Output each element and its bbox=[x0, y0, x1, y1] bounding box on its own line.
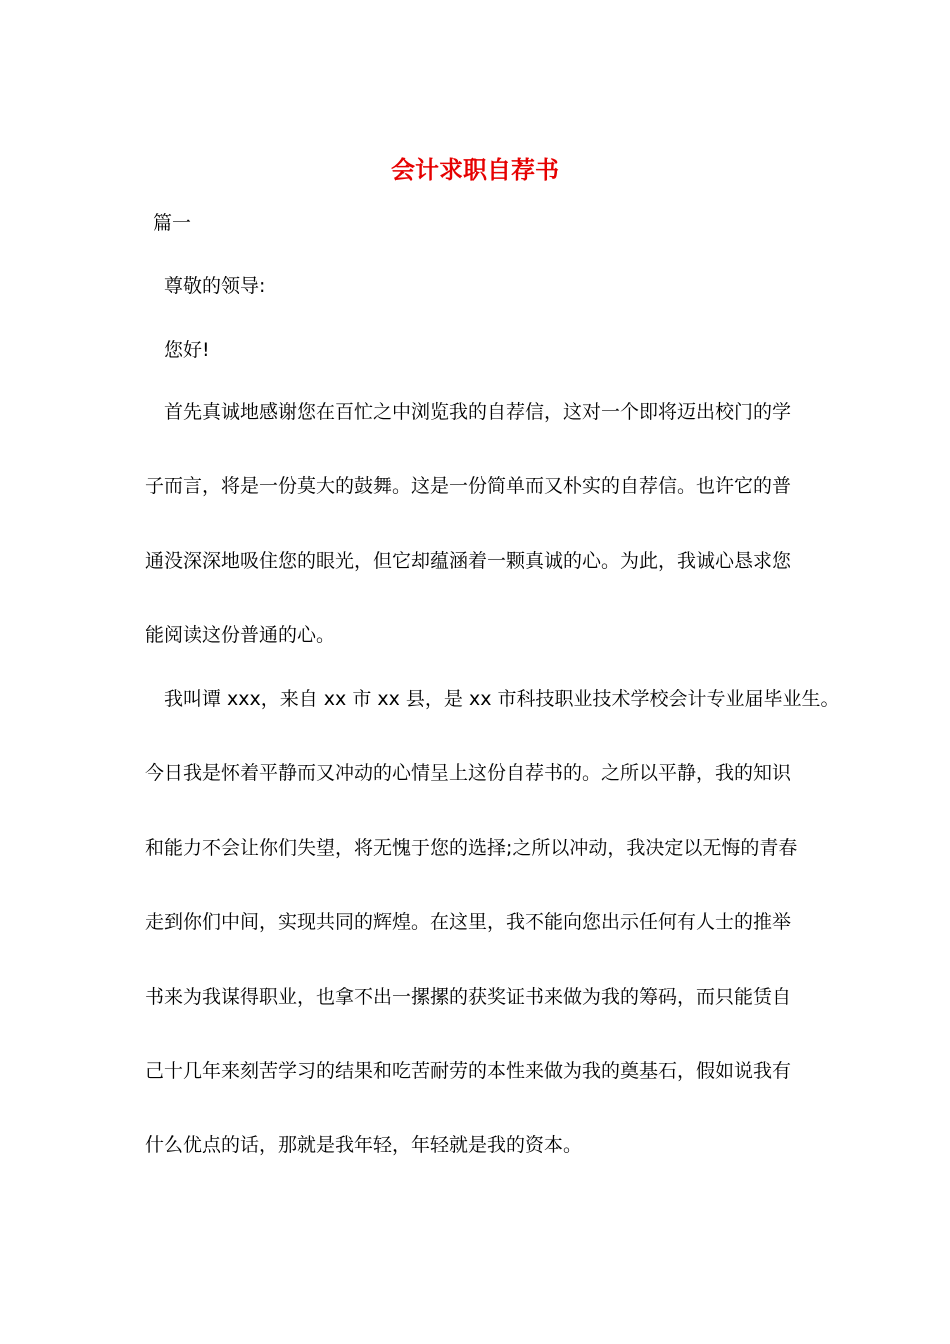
paragraph2-line: 今日我是怀着平静而又冲动的心情呈上这份自荐书的。之所以平静，我的知识 bbox=[145, 762, 792, 784]
paragraph1-line: 子而言，将是一份莫大的鼓舞。这是一份简单而又朴实的自荐信。也许它的普 bbox=[145, 475, 792, 497]
paragraph2-line: 书来为我谋得职业，也拿不出一摞摞的获奖证书来做为我的筹码，而只能赁自 bbox=[145, 986, 792, 1008]
paragraph2-line: 走到你们中间，实现共同的辉煌。在这里，我不能向您出示任何有人士的推举 bbox=[145, 911, 792, 933]
paragraph2-line: 什么优点的话，那就是我年轻，年轻就是我的资本。 bbox=[145, 1134, 583, 1156]
paragraph2-line: 己十几年来刻苦学习的结果和吃苦耐劳的本性来做为我的奠基石，假如说我有 bbox=[145, 1060, 792, 1082]
greeting: 您好! bbox=[164, 339, 210, 361]
salutation: 尊敬的领导: bbox=[164, 275, 266, 297]
paragraph2-line: 我叫谭 xxx，来自 xx 市 xx 县，是 xx 市科技职业技术学校会计专业届毕业生。 bbox=[164, 688, 840, 710]
section-label: 篇一 bbox=[153, 212, 192, 234]
document-title: 会计求职自荐书 bbox=[391, 155, 559, 184]
paragraph1-line: 能阅读这份普通的心。 bbox=[145, 624, 336, 646]
paragraph1-line: 首先真诚地感谢您在百忙之中浏览我的自荐信，这对一个即将迈出校门的学 bbox=[164, 401, 792, 423]
paragraph2-line: 和能力不会让你们失望，将无愧于您的选择;之所以冲动，我决定以无悔的青春 bbox=[145, 837, 798, 859]
paragraph1-line: 通没深深地吸住您的眼光，但它却蕴涵着一颗真诚的心。为此，我诚心恳求您 bbox=[145, 550, 792, 572]
